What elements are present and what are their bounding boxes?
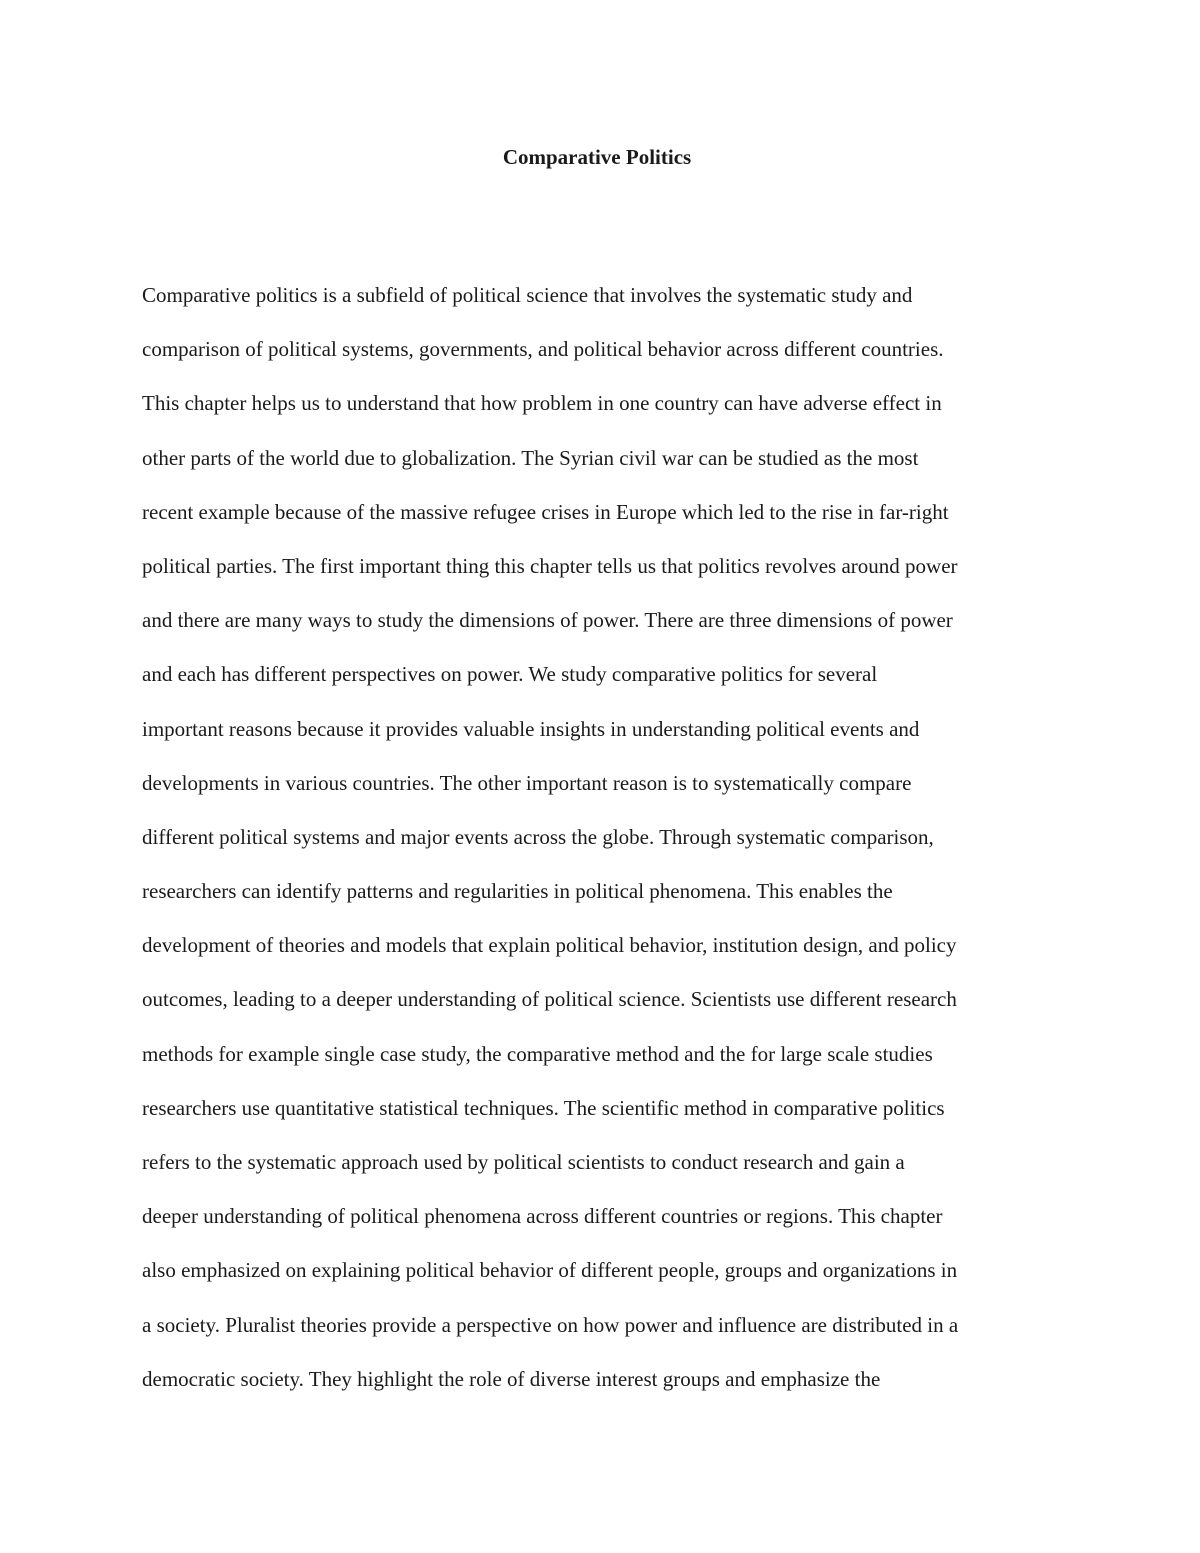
text-line: developments in various countries. The other important reason is to systematically compare (142, 770, 912, 795)
text-line: Comparative politics is a subfield of political science that involves the systematic study and (142, 283, 913, 307)
text-line: recent example because of the massive refugee crises in Europe which led to the rise in far-right (142, 499, 949, 524)
text-line: methods for example single case study, the comparative method and the for large scale studies (142, 1041, 933, 1066)
text-line: and each has different perspectives on power. We study comparative politics for several (142, 662, 878, 687)
text-line: political parties. The first important thing this chapter tells us that politics revolves around power (142, 553, 958, 578)
page-title: Comparative Politics (502, 145, 692, 169)
text-line: development of theories and models that explain political behavior, institution design, and policy (142, 933, 957, 958)
text-line: outcomes, leading to a deeper understanding of political science. Scientists use different research (142, 987, 957, 1012)
text-line: deeper understanding of political phenomena across different countries or regions. This chapter (142, 1204, 943, 1229)
text-line: researchers use quantitative statistical techniques. The scientific method in comparative politics (142, 1095, 945, 1120)
text-line: also emphasized on explaining political behavior of different people, groups and organizations in (142, 1258, 958, 1283)
body-paragraph (142, 281, 1142, 1419)
text-line: This chapter helps us to understand that how problem in one country can have adverse effect in (142, 391, 942, 416)
text-line: democratic society. They highlight the role of diverse interest groups and emphasize the (142, 1366, 881, 1391)
text-line: different political systems and major events across the globe. Through systematic comparison, (142, 824, 934, 849)
text-line: researchers can identify patterns and regularities in political phenomena. This enables the (142, 879, 893, 904)
text-line: and there are many ways to study the dimensions of power. There are three dimensions of power (142, 608, 953, 633)
text-line: comparison of political systems, governments, and political behavior across different countries. (142, 337, 944, 362)
text-line: other parts of the world due to globalization. The Syrian civil war can be studied as the most (142, 445, 919, 470)
text-line: important reasons because it provides valuable insights in understanding political events and (142, 716, 920, 741)
text-line: refers to the systematic approach used by political scientists to conduct research and gain a (142, 1150, 905, 1174)
text-line: a society. Pluralist theories provide a perspective on how power and influence are distributed in a (142, 1312, 959, 1337)
